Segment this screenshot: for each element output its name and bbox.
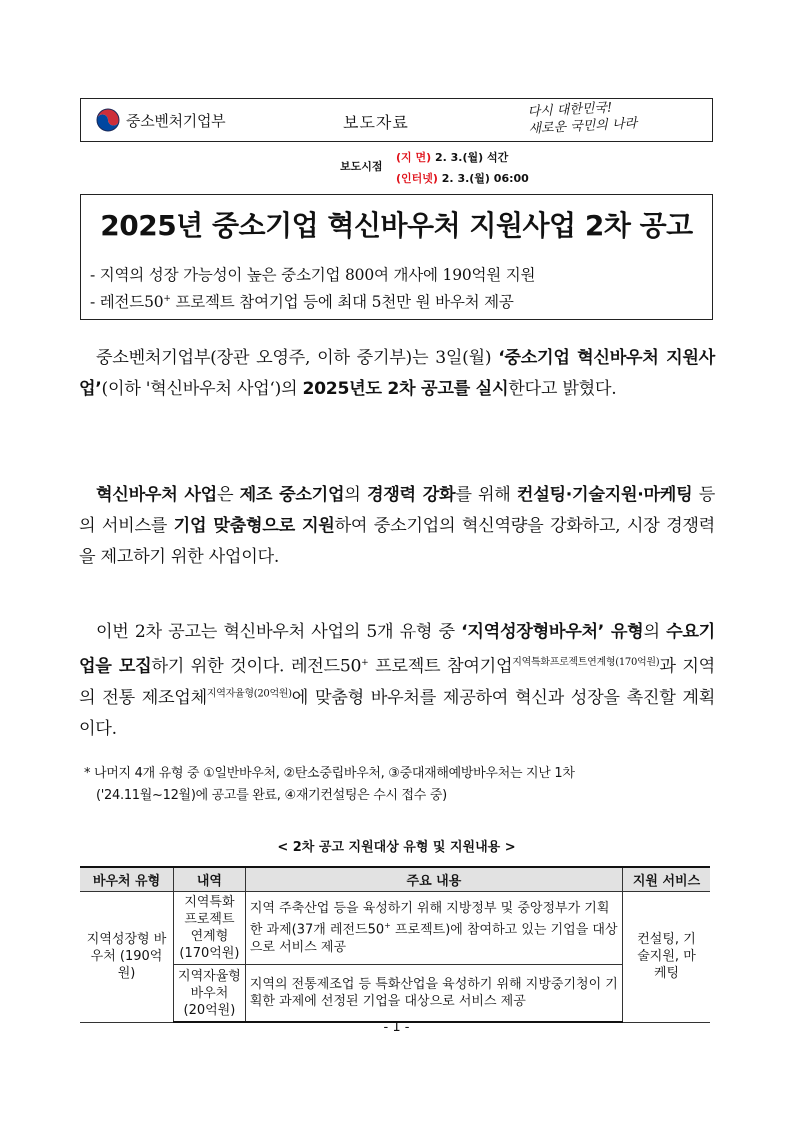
- release-paper-time: 2. 3.(월) 석간: [434, 151, 509, 164]
- government-emblem-icon: [96, 108, 120, 132]
- content-cell: 지역의 전통제조업 등 특화산업을 육성하기 위해 지방중기청이 기획한 과제에 선정된 기업을 대상으로 서비스 제공: [245, 965, 622, 1023]
- item-cell: 지역자율형 바우처 (20억원): [174, 965, 246, 1023]
- footnote-line2: ('24.11월~12월)에 공고를 완료, ④재기컨설팅은 수시 접수 중): [96, 788, 447, 803]
- release-web-tag: (인터넷): [396, 172, 438, 185]
- voucher-type-cell: 지역성장형 바우처 (190억원): [80, 892, 174, 1023]
- page-number: - 1 -: [383, 1020, 410, 1035]
- release-paper: [396, 149, 508, 165]
- slogan-line1: 다시 대한민국!: [527, 100, 613, 120]
- page-title: 2025년 중소기업 혁신바우처 지원사업 2차 공고: [100, 209, 693, 242]
- table-header-cell: 내역: [174, 867, 246, 892]
- release-label: 보도시점: [340, 160, 383, 173]
- table-header-cell: 주요 내용: [245, 867, 622, 892]
- release-web: [396, 170, 529, 186]
- table-row: [80, 892, 710, 965]
- slogan: [527, 98, 637, 138]
- content-cell: 지역 주축산업 등을 육성하기 위해 지방정부 및 중앙정부가 기획한 과제(37개 레전드50+ 프로젝트)에 참여하고 있는 기업을 대상으로 서비스 제공: [245, 892, 622, 965]
- table-caption: < 2차 공고 지원대상 유형 및 지원내용 >: [277, 840, 516, 855]
- footnote: [84, 763, 724, 807]
- document-type: 보도자료: [343, 113, 409, 132]
- item-cell: 지역특화 프로젝트 연계형 (170억원): [174, 892, 246, 965]
- voucher-table: [80, 866, 710, 1023]
- paragraph-2: 혁신바우처 사업은 제조 중소기업의 경쟁력 강화를 위해 컨설팅·기술지원·마케팅 등의 서비스를 기업 맞춤형으로 지원하여 중소기업의 혁신역량을 강화하고, 시장 경쟁력을 제고하기 위한 사업이다.: [79, 485, 716, 567]
- table-header-cell: 바우처 유형: [80, 867, 174, 892]
- subtitle-2: - 레전드50+ 프로젝트 참여기업 등에 최대 5천만 원 바우처 제공: [90, 293, 514, 311]
- table-row: [80, 965, 710, 1023]
- release-paper-tag: (지 면): [396, 151, 432, 164]
- paragraph-3: 이번 2차 공고는 혁신바우처 사업의 5개 유형 중 ‘지역성장형바우처’ 유형의 수요기업을 모집하기 위한 것이다. 레전드50+ 프로젝트 참여기업$^{지역특화프로젝트연계형(170억원)}$과 지역의 전통 제조업체$^{지역자율형(20억원)}$에 맞춤형 바우처를 제공하여 혁신과 성장을 촉진할 계획이다.: [79, 622, 716, 739]
- slogan-line2: 새로운 국민의 나라: [528, 116, 638, 137]
- footnote-line1: * 나머지 4개 유형 중 ①일반바우처, ②탄소중립바우처, ③중대재해예방바우처는 지난 1차: [84, 766, 575, 781]
- subtitle-1: - 지역의 성장 가능성이 높은 중소기업 800여 개사에 190억원 지원: [90, 266, 536, 284]
- paragraph-1: 중소벤처기업부(장관 오영주, 이하 중기부)는 3일(월) ‘중소기업 혁신바우처 지원사업’(이하 '혁신바우처 사업‘)의 2025년도 2차 공고를 실시한다고 밝혔다.: [79, 348, 715, 399]
- release-web-time: 2. 3.(월) 06:00: [441, 172, 529, 185]
- table-header-cell: 지원 서비스: [623, 867, 710, 892]
- service-cell: 컨설팅, 기술지원, 마케팅: [623, 892, 710, 1023]
- table-header-row: [80, 867, 710, 892]
- ministry-name: 중소벤처기업부: [126, 112, 226, 130]
